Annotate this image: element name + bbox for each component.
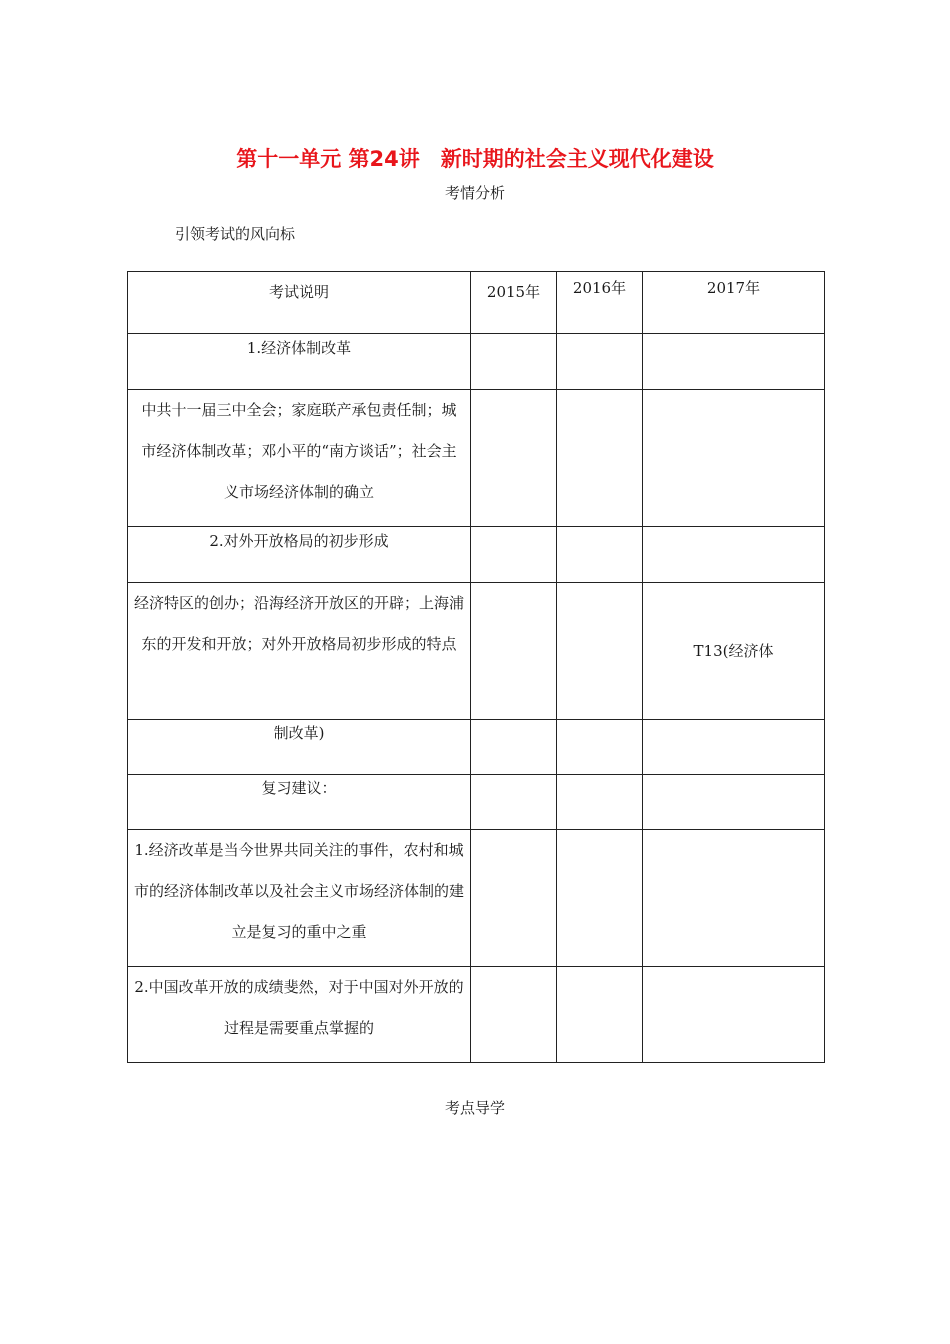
header-cell: 2016年 <box>557 272 643 334</box>
section-heading: 考情分析 <box>444 184 505 202</box>
table-cell <box>557 830 643 967</box>
table-cell: 1.经济体制改革 <box>128 334 471 390</box>
exam-table <box>127 271 825 1063</box>
table-cell: 1.经济改革是当今世界共同关注的事件，农村和城市的经济体制改革以及社会主义市场经济体制的建立是复习的重中之重 <box>128 830 471 967</box>
table-cell: 制改革) <box>128 720 471 775</box>
table-cell <box>471 583 557 720</box>
table-header-row <box>128 272 825 334</box>
table-row <box>128 775 825 830</box>
table-cell <box>557 390 643 527</box>
section-heading-footer: 考点导学 <box>444 1099 505 1117</box>
table-cell <box>557 527 643 583</box>
table-cell <box>471 967 557 1063</box>
table-cell <box>471 720 557 775</box>
table-cell: 2.对外开放格局的初步形成 <box>128 527 471 583</box>
table-cell <box>471 334 557 390</box>
table-row <box>128 390 825 527</box>
table-row <box>128 830 825 967</box>
table-cell <box>643 775 825 830</box>
table-cell: T13(经济体 <box>643 583 825 720</box>
table-row <box>128 527 825 583</box>
header-cell: 2017年 <box>643 272 825 334</box>
table-cell: 中共十一届三中全会；家庭联产承包责任制；城市经济体制改革；邓小平的“南方谈话”；社会主义市场经济体制的确立 <box>128 390 471 527</box>
table-cell <box>557 583 643 720</box>
table-cell <box>643 527 825 583</box>
table-cell <box>643 720 825 775</box>
table-cell: 2.中国改革开放的成绩斐然，对于中国对外开放的过程是需要重点掌握的 <box>128 967 471 1063</box>
table-cell <box>643 334 825 390</box>
table-cell: 经济特区的创办；沿海经济开放区的开辟；上海浦东的开发和开放；对外开放格局初步形成的特点 <box>128 583 471 720</box>
table-cell <box>643 830 825 967</box>
table-cell <box>557 720 643 775</box>
table-cell <box>471 830 557 967</box>
table-cell <box>643 390 825 527</box>
table-cell <box>471 775 557 830</box>
table-cell <box>557 775 643 830</box>
table-cell: 复习建议： <box>128 775 471 830</box>
table-cell <box>643 967 825 1063</box>
table-row <box>128 967 825 1063</box>
table-cell <box>471 390 557 527</box>
table-cell <box>557 334 643 390</box>
header-cell: 2015年 <box>471 272 557 334</box>
header-cell: 考试说明 <box>128 272 471 334</box>
guide-text: 引领考试的风向标 <box>175 225 296 243</box>
table-row <box>128 583 825 720</box>
table-row <box>128 334 825 390</box>
table-cell <box>557 967 643 1063</box>
page-title: 第十一单元 第24讲 新时期的社会主义现代化建设 <box>236 147 714 171</box>
table-cell <box>471 527 557 583</box>
table-row <box>128 720 825 775</box>
